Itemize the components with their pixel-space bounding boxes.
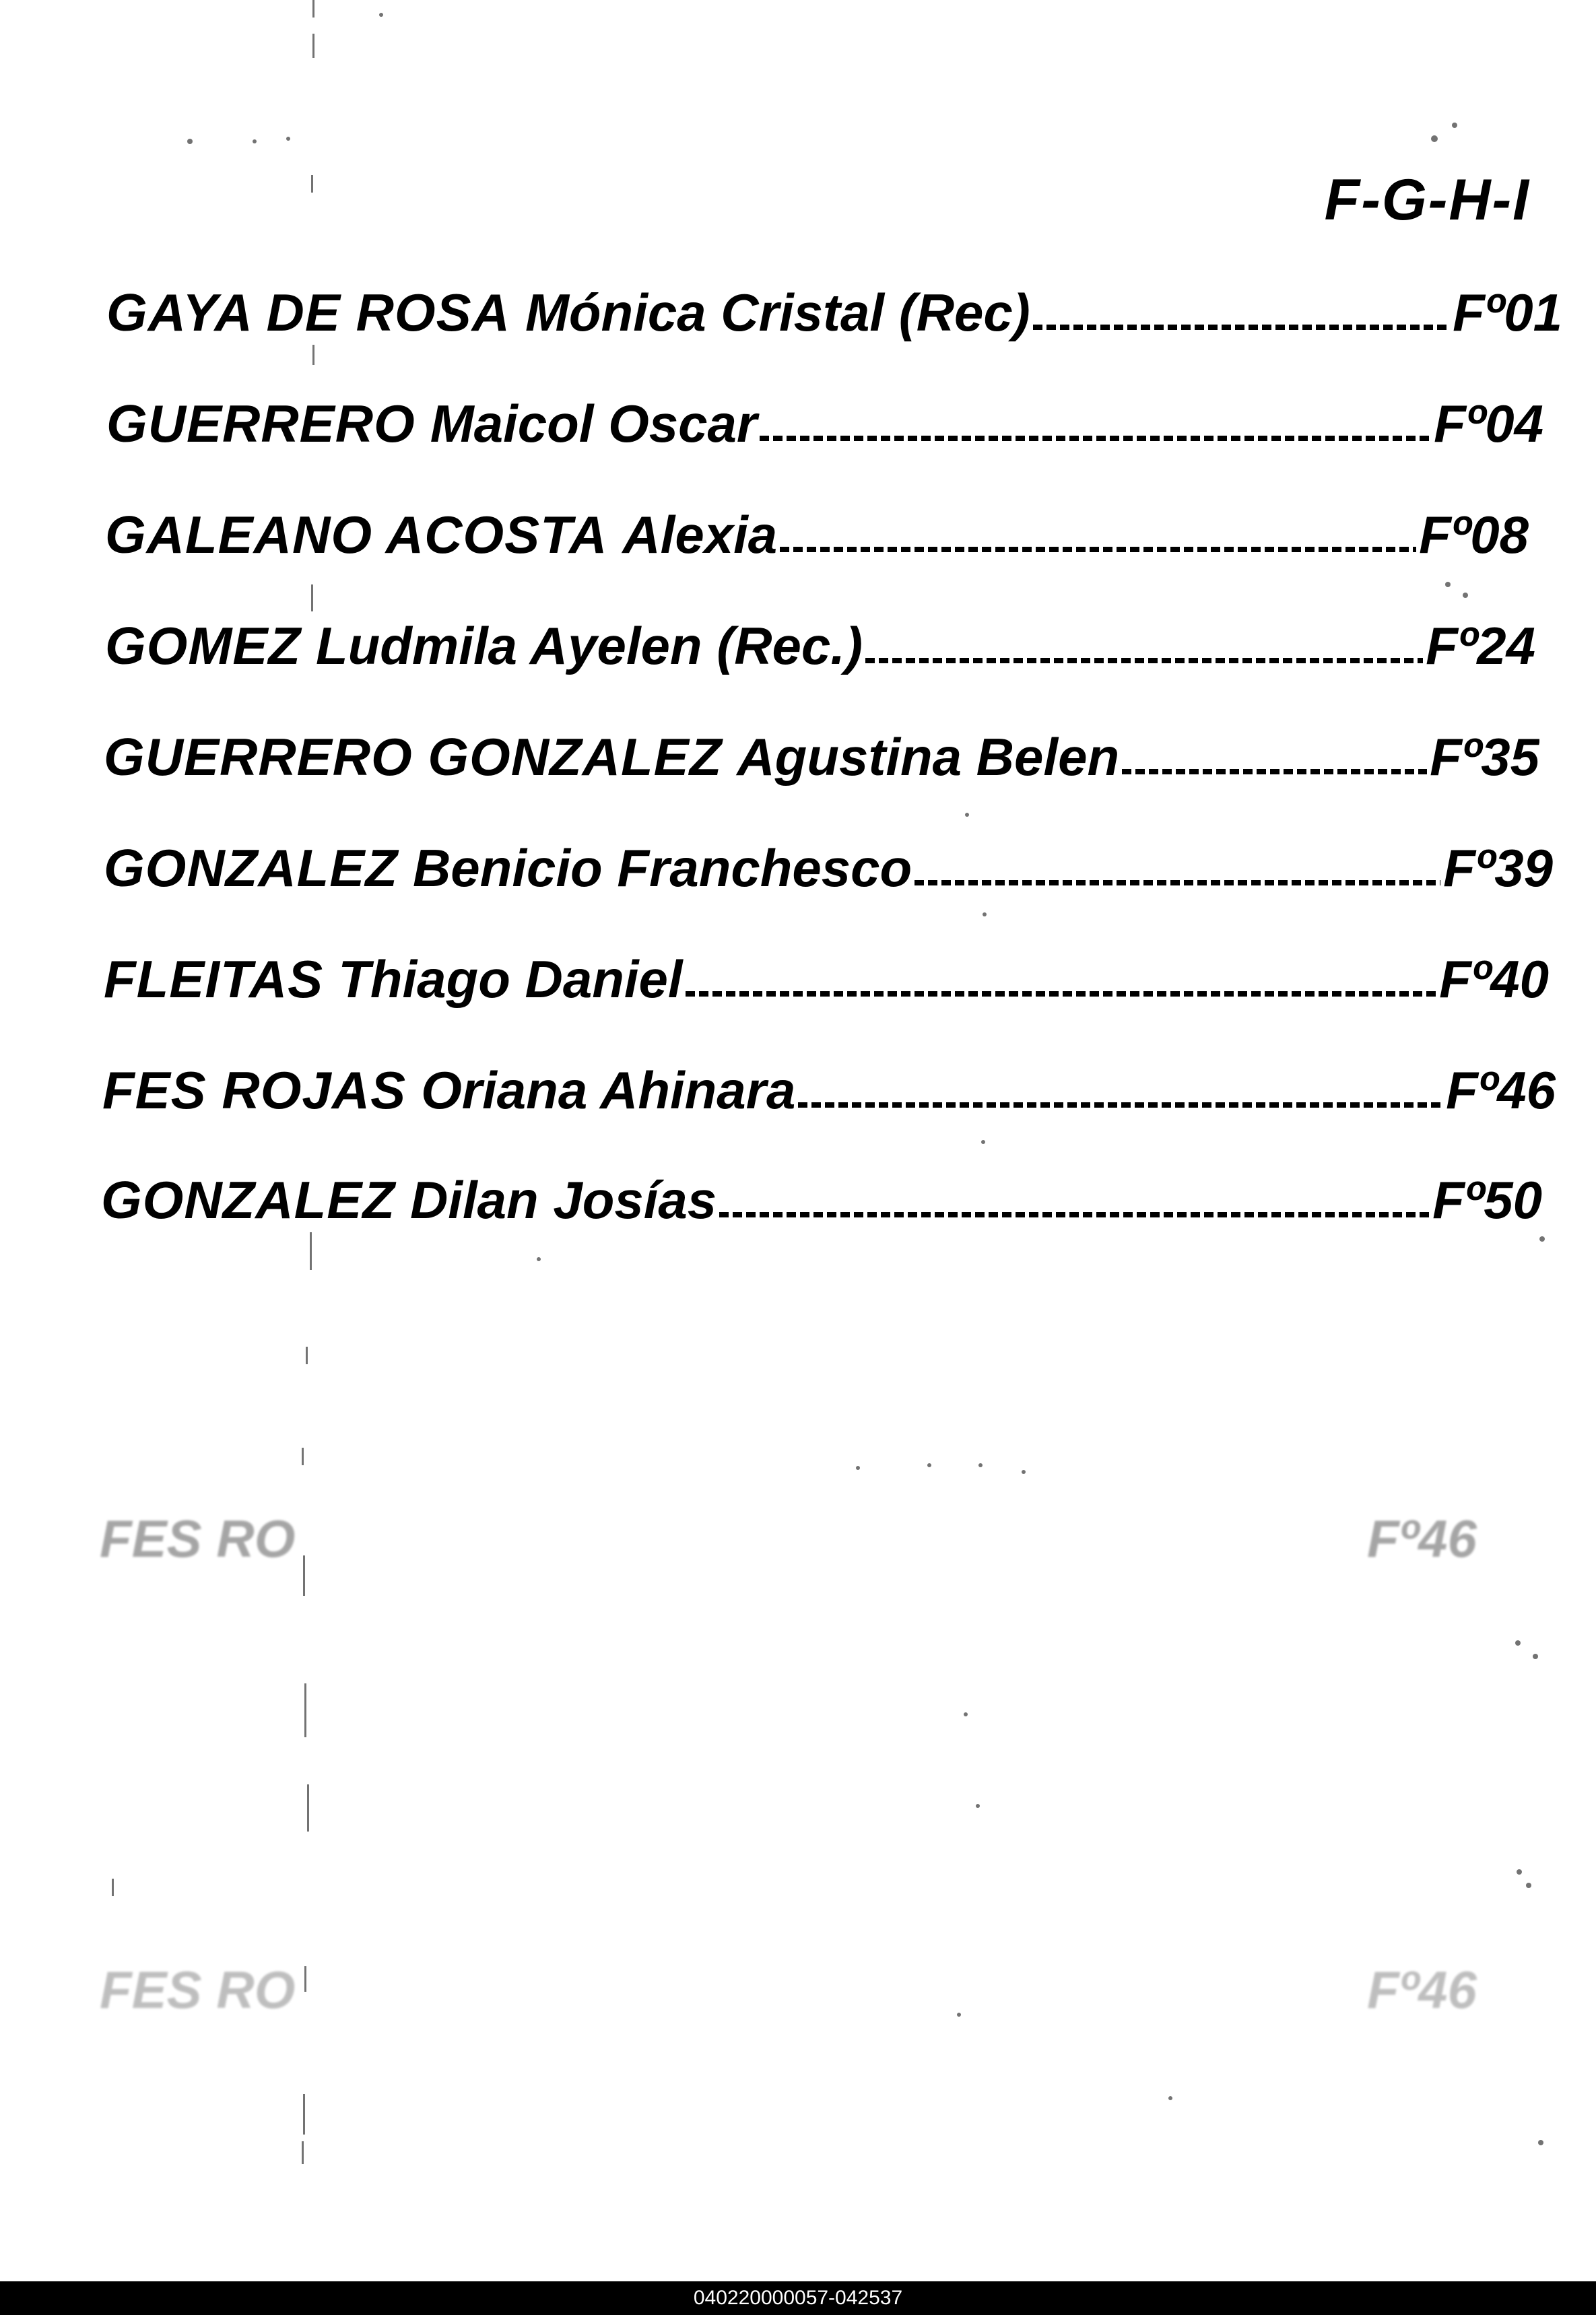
entry-folio: Fº39 [1443, 838, 1553, 898]
bleed-through-fragment: FES RO [100, 1960, 296, 2019]
entry-given-names: Benicio Franchesco [412, 838, 912, 898]
entry-surname: GAYA DE ROSA [106, 283, 510, 342]
entry-given-names: Agustina Belen [737, 727, 1120, 786]
entry-given-names: Dilan Josías [409, 1170, 717, 1230]
entry-given-names: Ludmila Ayelen (Rec.) [316, 616, 863, 675]
entry-folio: Fº40 [1439, 949, 1549, 1009]
entry-folio: Fº46 [1446, 1061, 1556, 1120]
bleed-through-marks [112, 0, 1545, 2164]
entry-surname: GOMEZ [105, 616, 301, 675]
index-letters-heading: F-G-H-I [1324, 168, 1530, 232]
entry-surname: FES ROJAS [102, 1061, 407, 1120]
entry-folio: Fº08 [1419, 505, 1529, 564]
bleed-through-fragment: Fº46 [1367, 1960, 1477, 2019]
entry-given-names: Mónica Cristal (Rec) [525, 283, 1030, 342]
entry-surname: GONZALEZ [104, 838, 398, 898]
entry-folio: Fº50 [1432, 1170, 1542, 1230]
bleed-through-fragment: Fº46 [1367, 1509, 1477, 1568]
bleed-through-fragment: FES RO [100, 1509, 296, 1568]
entry-given-names: Alexia [622, 505, 778, 564]
entry-surname: GUERRERO GONZALEZ [104, 727, 723, 786]
entry-given-names: Oriana Ahinara [421, 1061, 796, 1120]
entry-given-names: Maicol Oscar [430, 394, 758, 453]
entry-folio: Fº04 [1434, 394, 1543, 453]
entry-surname: GONZALEZ [101, 1170, 395, 1230]
entry-surname: FLEITAS [104, 949, 324, 1009]
document-barcode-number: 040220000057-042537 [693, 2287, 903, 2309]
entry-given-names: Thiago Daniel [338, 949, 683, 1009]
scan-footer-bar [0, 2281, 1596, 2315]
entry-surname: GUERRERO [106, 394, 415, 453]
entry-folio: Fº01 [1453, 283, 1562, 342]
entry-folio: Fº24 [1426, 616, 1535, 675]
entry-surname: GALEANO ACOSTA [105, 505, 608, 564]
entry-folio: Fº35 [1430, 727, 1539, 786]
